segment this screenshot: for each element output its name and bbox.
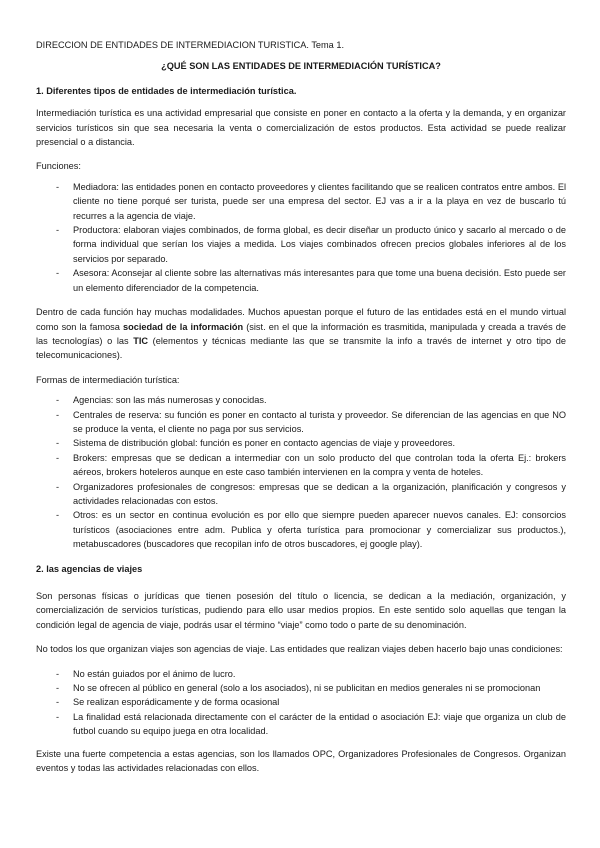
modalidades-paragraph [36, 305, 566, 363]
list-item [36, 266, 566, 295]
modalidades-text-1: Dentro de cada función hay muchas modalidades. Muchos apuestan porque el futuro de las entidades está en el mundo virtual como son la famosa [36, 307, 566, 332]
dash-bullet: - [56, 438, 60, 449]
funciones-list [36, 180, 566, 295]
document-title: ¿QUÉ SON LAS ENTIDADES DE INTERMEDIACIÓN TURÍSTICA? [161, 61, 441, 72]
condiciones-list [36, 667, 566, 739]
sociedad-informacion-term: sociedad de la información [123, 321, 244, 332]
formas-label: Formas de intermediación turística: [36, 374, 180, 385]
dash-bullet: - [56, 711, 60, 722]
funcion-text: Productora: elaboran viajes combinados, de forma global, es decir diseñar un producto único y sacarlo al mercado o de forma individual que serían los viajes a medida. Los viajes combinados ofrecen precios globales inferiores al de los servicios por separado. [73, 225, 566, 264]
list-item [36, 180, 566, 223]
list-item [36, 393, 566, 407]
list-item [36, 480, 566, 509]
dash-bullet: - [56, 268, 60, 279]
dash-bullet: - [56, 668, 60, 679]
forma-text: Otros: es un sector en continua evolución es por ello que siempre pueden aparecer nuevos canales. EJ: consorcios turísticos (asociaciones entre adm. Publica y oferta turística para promocionar y comercializar sus productos.), metabuscadores (buscadores que recopilan info de otros buscadores, ej google play). [73, 510, 566, 550]
dash-bullet: - [56, 510, 60, 521]
list-item [36, 667, 566, 681]
section-1-intro: Intermediación turística es una actividad empresarial que consiste en poner en contacto a la oferta y la demanda, y en organizar servicios turísticos sin que sea necesaria la venta o comercialización de estos productos. Esta actividad se puede realizar presencial o a distancia. [36, 108, 566, 148]
list-item [36, 451, 566, 480]
section-1-heading: 1. Diferentes tipos de entidades de intermediación turística. [36, 85, 297, 96]
formas-list [36, 393, 566, 551]
list-item [36, 436, 566, 450]
dash-bullet: - [56, 409, 60, 420]
condicion-text: Se realizan esporádicamente y de forma ocasional [73, 697, 280, 708]
list-item [36, 710, 566, 739]
modalidades-text-3: (elementos y técnicas mediante las que se transmite la info a través de internet y otro tipo de telecomunicaciones). [36, 335, 566, 361]
dash-bullet: - [56, 452, 60, 463]
condicion-text: La finalidad está relacionada directamente con el carácter de la entidad o asociación EJ: viaje que organiza un club de futbol cuando su equipo juega en otra localidad. [73, 711, 566, 737]
modalidades-text-2: (sist. en el que la información es trasmitida, manipulada y creada a través de las tecnologías) o las [36, 321, 566, 346]
forma-text: Sistema de distribución global: función es poner en contacto agencias de viaje y proveedores. [73, 438, 456, 449]
tic-term: TIC [133, 335, 149, 346]
document-header: DIRECCION DE ENTIDADES DE INTERMEDIACION TURISTICA. Tema 1. [36, 40, 344, 50]
section-2-paragraph-1: Son personas físicas o jurídicas que tienen posesión del título o licencia, se dedican a la mediación, organización, y comercialización de servicios turísticas, pudiendo para ello usar medios propios. En este sentido solo aquellas que tengan la condición legal de agencia de viaje, podrás usar el término “viaje” como todo o parte de su denominación. [36, 591, 566, 630]
list-item [36, 223, 566, 266]
dash-bullet: - [56, 697, 60, 708]
condicion-text: No están guiados por el ánimo de lucro. [73, 668, 236, 679]
forma-text: Agencias: son las más numerosas y conocidas. [73, 395, 267, 406]
section-2-heading: 2. las agencias de viajes [36, 563, 143, 574]
funcion-text: Asesora: Aconsejar al cliente sobre las alternativas más interesantes para que tome una buena decisión. Esto puede ser un elemento diferenciador de la competencia. [73, 268, 566, 293]
section-2-paragraph-3: Existe una fuerte competencia a estas agencias, son los llamados OPC, Organizadores Profesionales de Congresos. Organizan eventos y todas las actividades relacionadas con ellos. [36, 748, 566, 774]
forma-text: Organizadores profesionales de congresos: empresas que se dedican a la organización, planificación y congresos y actividades relacionadas con estos. [73, 481, 566, 506]
section-2-paragraph-2: No todos los que organizan viajes son agencias de viaje. Las entidades que realizan viajes deben hacerlo bajo unas condiciones: [36, 644, 563, 655]
list-item [36, 408, 566, 437]
funcion-text: Mediadora: las entidades ponen en contacto proveedores y clientes facilitando que se realicen contratos entre ambos. El cliente no tiene porqué ser turista, puede ser una empresa del sector. EJ vas a ir a la playa en vez de buscarlo tú recurres a la agencia de viaje. [73, 181, 566, 221]
list-item [36, 681, 566, 695]
condicion-text: No se ofrecen al público en general (solo a los asociados), ni se publicitan en medios generales ni se promocionan [73, 683, 541, 694]
list-item [36, 508, 566, 551]
funciones-label: Funciones: [36, 161, 81, 172]
dash-bullet: - [56, 181, 60, 192]
list-item [36, 695, 566, 709]
dash-bullet: - [56, 395, 60, 406]
dash-bullet: - [56, 225, 60, 236]
forma-text: Brokers: empresas que se dedican a intermediar con un solo producto del que controlan toda la oferta Ej.: brokers aéreos, brokers hoteleros aunque en este caso también intervienen en la compra y venta de hoteles. [73, 452, 566, 478]
forma-text: Centrales de reserva: su función es poner en contacto al turista y proveedor. Se diferencian de las agencias en que NO se produce la venta, el cliente no paga por sus servicios. [73, 409, 566, 434]
dash-bullet: - [56, 683, 60, 694]
dash-bullet: - [56, 481, 60, 492]
